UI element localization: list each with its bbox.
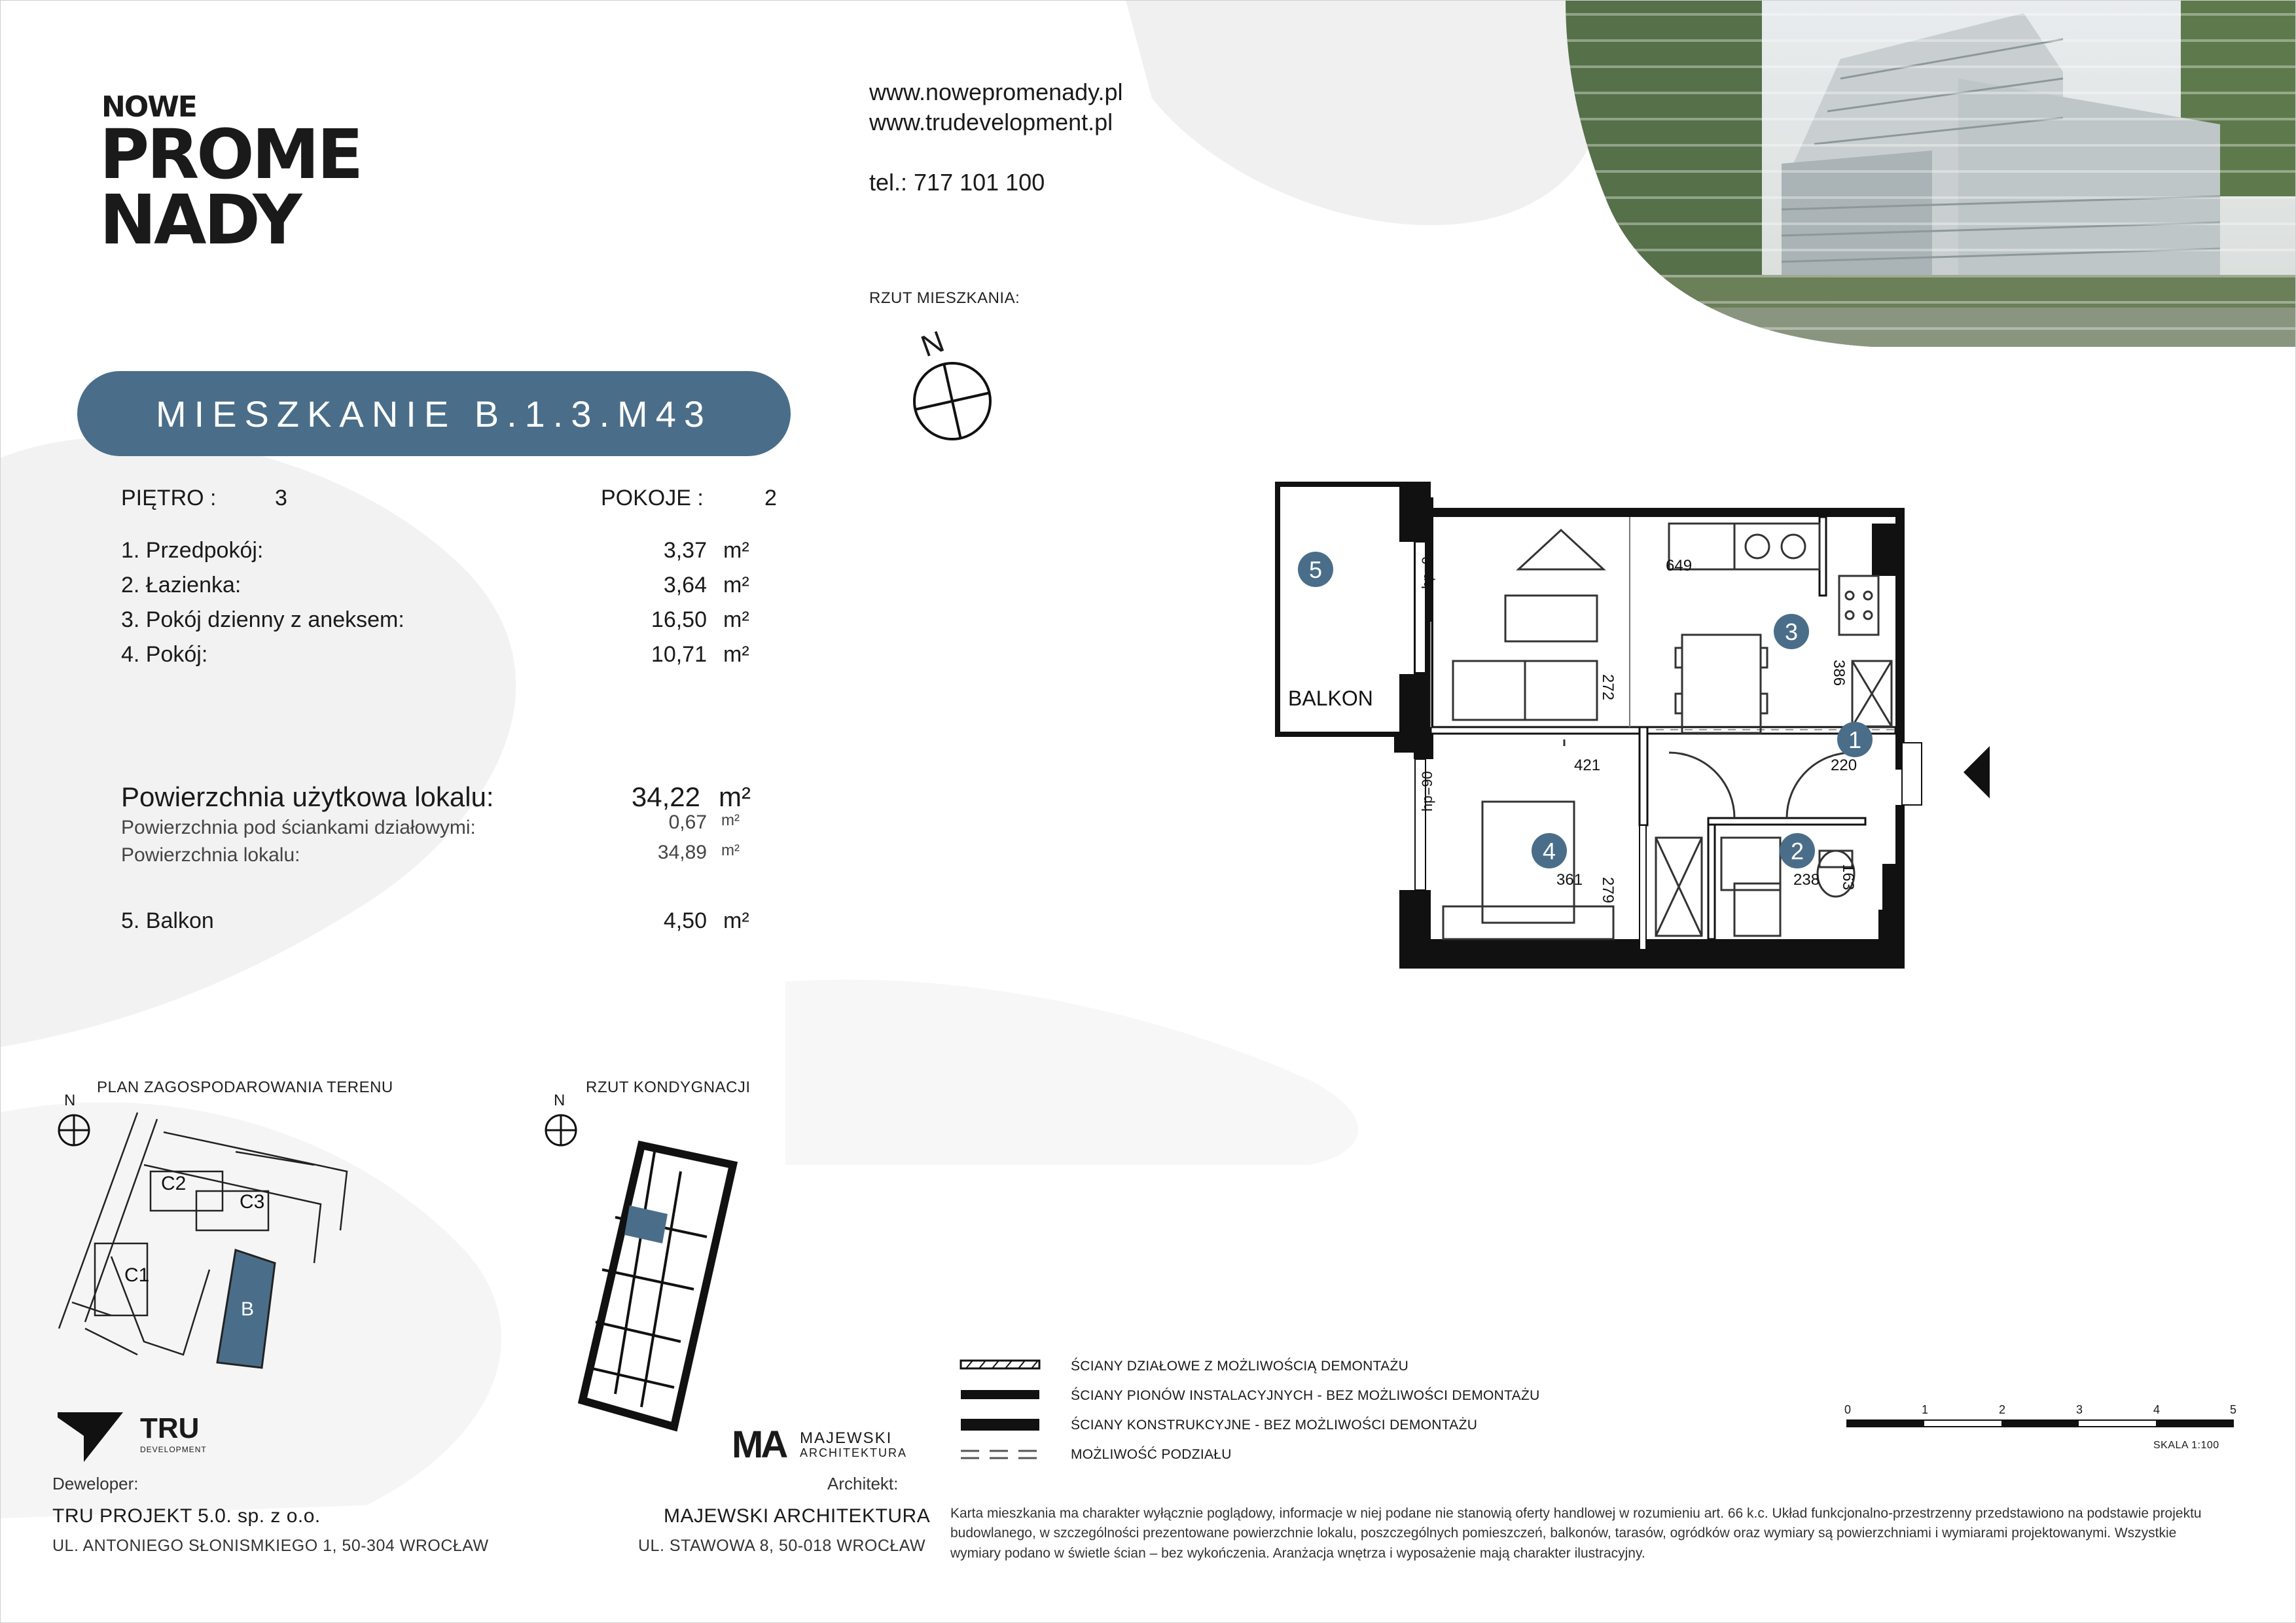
floor-label: PIĘTRO :: [121, 486, 217, 510]
room-area: 3,64: [663, 573, 707, 597]
rooms-label: POKOJE :: [601, 486, 704, 510]
scale-tick: 2: [1999, 1403, 2006, 1416]
developer-caption: Deweloper:: [52, 1474, 139, 1493]
website-link-2[interactable]: www.trudevelopment.pl: [869, 109, 1113, 135]
total-area-value: 34,89: [657, 842, 707, 863]
building-rendering-image: [1566, 0, 2296, 353]
legend-item: ŚCIANY KONSTRUKCYJNE - BEZ MOŻLIWOŚCI DEMONTAŻU: [1071, 1418, 1478, 1433]
scale-label: SKALA 1:100: [2153, 1440, 2219, 1451]
storey-plan-title: RZUT KONDYGNACJI: [586, 1079, 751, 1096]
balcony-floor-label: BALKON: [1288, 687, 1373, 710]
architect-caption: Architekt:: [827, 1474, 899, 1493]
north-label: N: [916, 323, 949, 364]
dimension-label: 220: [1831, 757, 1857, 774]
tru-logo-text: TRU: [140, 1412, 200, 1444]
under-walls-value: 0,67: [668, 812, 707, 833]
legend-item: ŚCIANY PIONÓW INSTALACYJNYCH - BEZ MOŻLIWOŚCI DEMONTAŻU: [1071, 1388, 1540, 1403]
site-building-label: B: [241, 1298, 255, 1320]
dimension-label: 361: [1556, 871, 1583, 889]
room-name: 1. Przedpokój:: [121, 538, 264, 563]
ma-logo-sub: ARCHITEKTURA: [800, 1446, 908, 1459]
ma-logo-mark: MA: [732, 1423, 786, 1466]
rooms-value: 2: [764, 486, 777, 510]
ma-logo-text: MAJEWSKI: [800, 1429, 893, 1447]
window-height-label: hp=0: [1419, 556, 1435, 589]
site-north-label: N: [64, 1092, 76, 1109]
room-area: 3,37: [663, 538, 707, 563]
tru-logo-icon: [58, 1412, 123, 1465]
architect-address: UL. STAWOWA 8, 50-018 WROCŁAW: [638, 1537, 926, 1555]
dimension-label: 386: [1830, 660, 1848, 687]
room-number: 1: [1848, 726, 1862, 753]
developer-address: UL. ANTONIEGO SŁONISMKIEGO 1, 50-304 WROCŁAW: [52, 1537, 489, 1555]
room-number: 3: [1784, 618, 1799, 645]
floor-value: 3: [275, 486, 287, 510]
room-name: 3. Pokój dzienny z aneksem:: [121, 607, 404, 632]
site-building-label: C1: [124, 1264, 150, 1286]
room-unit: m²: [723, 573, 749, 597]
room-unit: m²: [723, 538, 749, 563]
legend-item: ŚCIANY DZIAŁOWE Z MOŻLIWOŚCIĄ DEMONTAŻU: [1071, 1359, 1409, 1374]
scale-tick: 1: [1922, 1403, 1929, 1416]
usable-area-value: 34,22: [631, 781, 700, 812]
dimension-label: 272: [1599, 674, 1617, 701]
dimension-label: 163: [1839, 864, 1857, 891]
compass-icon: [910, 359, 995, 444]
logo-prome-text: PROME: [99, 115, 361, 194]
scale-tick: 3: [2076, 1403, 2083, 1416]
phone-number[interactable]: tel.: 717 101 100: [869, 169, 1045, 196]
legend-item: MOŻLIWOŚĆ PODZIAŁU: [1071, 1447, 1232, 1462]
site-building-label: C2: [161, 1173, 187, 1194]
balcony-unit: m²: [723, 908, 749, 933]
dimension-label: 279: [1599, 877, 1617, 904]
room-name: 4. Pokój:: [121, 642, 208, 667]
scale-bar: [1840, 1400, 2272, 1433]
total-area-label: Powierzchnia lokalu:: [121, 844, 300, 866]
storey-compass-icon: [543, 1113, 579, 1148]
room-area: 10,71: [651, 642, 707, 667]
balcony-label: 5. Balkon: [121, 908, 214, 933]
plan-label: RZUT MIESZKANIA:: [869, 289, 1020, 307]
room-name: 2. Łazienka:: [121, 573, 242, 597]
balcony-value: 4,50: [663, 908, 707, 933]
under-walls-unit: m²: [721, 812, 740, 829]
developer-name: TRU PROJEKT 5.0. sp. z o.o.: [52, 1505, 321, 1527]
scale-tick: 5: [2230, 1403, 2237, 1416]
storey-north-label: N: [554, 1092, 565, 1109]
architect-name: MAJEWSKI ARCHITEKTURA: [664, 1505, 931, 1527]
room-unit: m²: [723, 642, 749, 667]
dimension-label: 238: [1793, 871, 1820, 889]
site-building-label: C3: [240, 1191, 265, 1213]
disclaimer-text: Karta mieszkania ma charakter wyłącznie poglądowy, informacje w niej podane nie stanowią oferty handlowej w rozumieniu art. 66 k.c. Układ funkcjonalno-przestrzenny przedstawiono na podstawie projektu budowlanego, w szczególności prezentowane powierzchnie lokalu, poszczególnych pomieszczeń, balkonów, tarasów, ogródków oraz wymiary są powierzchniami i wymiarami projektowanymi. Wszystkie wymiary podano w świetle ścian – bez wykończenia. Aranżacja wnętrza i wyposażenie mają charakter ilustracyjny.: [950, 1506, 2202, 1561]
room-number: 5: [1308, 556, 1323, 583]
usable-area-label: Powierzchnia użytkowa lokalu:: [121, 781, 494, 812]
site-plan-map: [46, 1106, 360, 1381]
window-height-label: hp=90: [1419, 771, 1435, 812]
under-walls-label: Powierzchnia pod ściankami działowymi:: [121, 817, 476, 838]
scale-tick: 4: [2153, 1403, 2161, 1416]
dimension-label: 421: [1574, 757, 1601, 774]
usable-area-unit: m²: [719, 781, 751, 812]
apartment-title-badge: MIESZKANIE B.1.3.M43: [77, 371, 791, 456]
legend-symbols: [960, 1355, 1045, 1472]
total-area-unit: m²: [721, 842, 740, 859]
room-area: 16,50: [651, 607, 707, 632]
room-unit: m²: [723, 607, 749, 632]
dimension-label: 649: [1666, 557, 1693, 575]
storey-floor-plan: [576, 1139, 746, 1440]
tru-logo-sub: DEVELOPMENT: [140, 1445, 207, 1454]
room-number: 4: [1542, 838, 1556, 865]
website-link-1[interactable]: www.nowepromenady.pl: [869, 79, 1123, 105]
logo-nady-text: NADY: [99, 180, 300, 260]
scale-tick: 0: [1844, 1403, 1852, 1416]
site-plan-title: PLAN ZAGOSPODAROWANIA TERENU: [97, 1079, 393, 1096]
apartment-floor-plan: [1263, 471, 1996, 975]
logo-nowe-text: NOWE: [101, 90, 196, 124]
room-number: 2: [1790, 838, 1804, 865]
